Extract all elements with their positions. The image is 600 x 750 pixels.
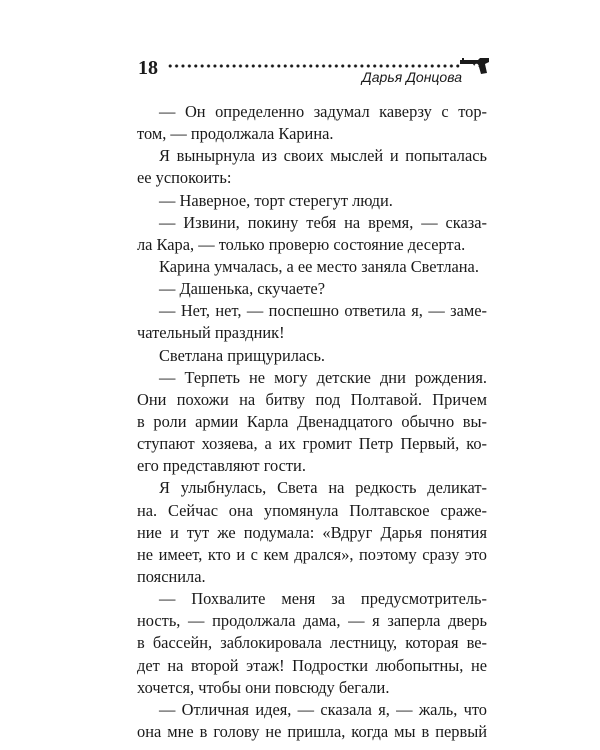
text-line: дет на второй этаж! Подростки любопытны, не bbox=[137, 655, 487, 675]
text-line: ступают хозяева, а их громит Петр Первый, ко- bbox=[137, 434, 487, 454]
revolver-icon bbox=[459, 54, 491, 76]
body-text bbox=[137, 101, 487, 743]
dotted-leader bbox=[167, 64, 461, 68]
text-line: — Нет, нет, — поспешно ответила я, — заме- bbox=[159, 301, 487, 321]
text-line: Я вынырнула из своих мыслей и попыталась bbox=[159, 146, 487, 166]
text-line: хочется, чтобы они повсюду бегали. bbox=[137, 677, 390, 697]
text-line: — Отличная идея, — сказала я, — жаль, что bbox=[159, 699, 487, 719]
text-line: в бассейн, заблокировала лестницу, которая ве- bbox=[137, 633, 487, 653]
text-line: — Дашенька, скучаете? bbox=[159, 279, 325, 299]
running-header bbox=[138, 56, 490, 90]
text-line: его представляют гости. bbox=[137, 456, 306, 476]
text-line: — Похвалите меня за предусмотритель- bbox=[159, 589, 487, 609]
text-line: — Терпеть не могу детские дни рождения. bbox=[159, 367, 487, 387]
page-number: 18 bbox=[138, 57, 158, 79]
text-line: чательный праздник! bbox=[137, 323, 285, 343]
text-line: — Извини, покину тебя на время, — сказа- bbox=[159, 212, 487, 232]
text-line: Карина умчалась, а ее место заняла Светлана. bbox=[159, 256, 479, 276]
text-line: — Он определенно задумал каверзу с тор- bbox=[159, 102, 487, 121]
running-author: Дарья Донцова bbox=[361, 69, 462, 85]
text-line: ние и тут же подумала: «Вдруг Дарья понятия bbox=[137, 522, 487, 542]
text-line: пояснила. bbox=[137, 566, 206, 586]
text-line: Я улыбнулась, Света на редкость деликат- bbox=[159, 478, 487, 498]
text-line: Светлана прищурилась. bbox=[159, 345, 326, 365]
text-line: Они похожи на битву под Полтавой. Причем bbox=[137, 389, 487, 409]
text-line: ность, — продолжала дама, — я заперла дверь bbox=[137, 611, 487, 631]
text-line: не имеет, кто и с кем дрался», поэтому сразу это bbox=[137, 544, 487, 564]
text-line: — Наверное, торт стерегут люди. bbox=[159, 190, 393, 210]
text-line: на. Сейчас она упомянула Полтавское сраже- bbox=[137, 500, 487, 520]
text-line: ла Кара, — только проверю состояние десерта. bbox=[137, 234, 466, 254]
text-line: том, — продолжала Карина. bbox=[137, 124, 334, 144]
text-line: ее успокоить: bbox=[137, 168, 232, 188]
text-line: в роли армии Карла Двенадцатого обычно вы- bbox=[137, 411, 487, 431]
text-line: она мне в голову не пришла, когда мы в первый bbox=[137, 721, 487, 741]
